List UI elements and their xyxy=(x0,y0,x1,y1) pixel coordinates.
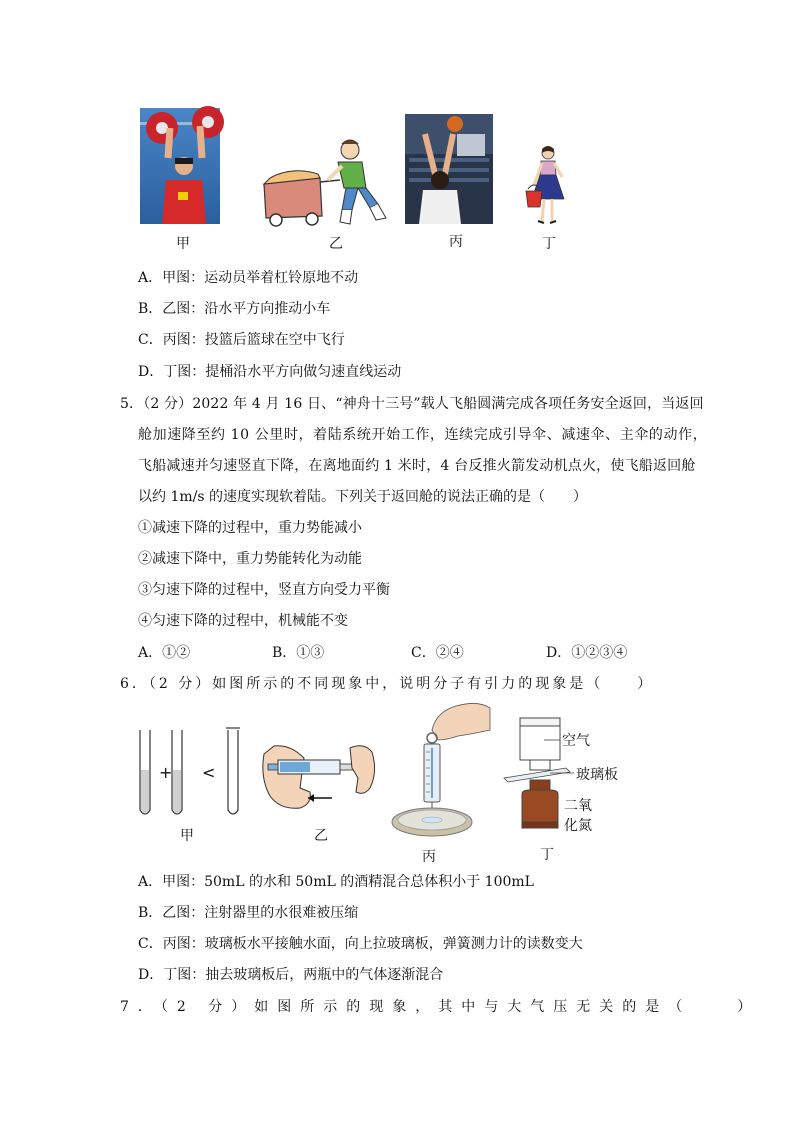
q7-stem: 7．（2 分）如图所示的现象，其中与大气压无关的是（ ） xyxy=(120,999,761,1015)
weightlifter-figure xyxy=(140,108,220,224)
q6-stem: 6．（2 分）如图所示的不同现象中，说明分子有引力的现象是（ ） xyxy=(120,676,655,692)
q5-stem-line-1: 5．（2 分）2022 年 4 月 16 日、“神舟十三号”载人飞船圆满完成各项任务安全返回，当返回 xyxy=(120,396,704,412)
q5-stem-line-4: 以约 1m/s 的速度实现软着陆。下列关于返回舱的说法正确的是（ ） xyxy=(138,489,587,505)
q5-option-c: C．②④ xyxy=(411,645,464,661)
test-tubes-figure xyxy=(134,726,246,820)
q5-option-d: D．①②③④ xyxy=(546,645,628,661)
q5-stem-line-3: 飞船减速并匀速竖直下降，在离地面约 1 米时，4 台反推火箭发动机点火，使飞船返回舱 xyxy=(138,458,696,474)
q6-label-air: 空气 xyxy=(562,733,590,749)
basketball-figure xyxy=(405,114,493,224)
q6-fig-label-ding: 丁 xyxy=(540,847,554,863)
q5-option-b: B．①③ xyxy=(272,645,325,661)
cart-pushing-figure xyxy=(262,138,390,228)
q6-less-than-sign: < xyxy=(202,763,216,782)
q4-fig-label-bing: 丙 xyxy=(449,234,463,250)
syringe-figure xyxy=(260,738,378,814)
q6-leader-lines xyxy=(540,740,580,800)
q6-fig-label-jia: 甲 xyxy=(180,828,194,844)
q5-option-a: A．①② xyxy=(138,645,191,661)
q6-option-a: A．甲图：50mL 的水和 50mL 的酒精混合总体积小于 100mL xyxy=(138,874,534,890)
q5-statement-1: ①减速下降的过程中，重力势能减小 xyxy=(138,520,362,536)
q5-statement-2: ②减速下降中，重力势能转化为动能 xyxy=(138,551,362,567)
q5-stem-line-2: 舱加速降至约 10 公里时，着陆系统开始工作，连续完成引导伞、减速伞、主伞的动作， xyxy=(138,427,708,443)
spring-scale-figure xyxy=(392,700,492,842)
q4-fig-label-yi: 乙 xyxy=(329,236,343,252)
q6-label-no2-line2: 化氮 xyxy=(564,818,592,834)
q6-plus-sign: + xyxy=(159,763,173,782)
q6-option-b: B．乙图：注射器里的水很难被压缩 xyxy=(138,905,359,921)
q4-fig-label-ding: 丁 xyxy=(542,236,556,252)
q4-fig-label-jia: 甲 xyxy=(176,236,190,252)
q6-label-no2-line1: 二氧 xyxy=(564,798,592,814)
q4-option-a: A．甲图：运动员举着杠铃原地不动 xyxy=(138,270,359,286)
q4-option-d: D．丁图：提桶沿水平方向做匀速直线运动 xyxy=(138,364,402,380)
q6-option-d: D．丁图：抽去玻璃板后，两瓶中的气体逐渐混合 xyxy=(138,967,444,983)
woman-bucket-figure xyxy=(522,145,572,227)
q5-statement-3: ③匀速下降的过程中，竖直方向受力平衡 xyxy=(138,582,390,598)
q6-label-glass-plate: 玻璃板 xyxy=(576,767,618,783)
q6-option-c: C．丙图：玻璃板水平接触水面，向上拉玻璃板，弹簧测力计的读数变大 xyxy=(138,936,583,952)
q6-fig-label-yi: 乙 xyxy=(314,828,328,844)
q5-statement-4: ④匀速下降的过程中，机械能不变 xyxy=(138,613,348,629)
q4-option-b: B．乙图：沿水平方向推动小车 xyxy=(138,301,331,317)
q4-option-c: C．丙图：投篮后篮球在空中飞行 xyxy=(138,332,345,348)
q6-fig-label-bing: 丙 xyxy=(422,849,436,865)
